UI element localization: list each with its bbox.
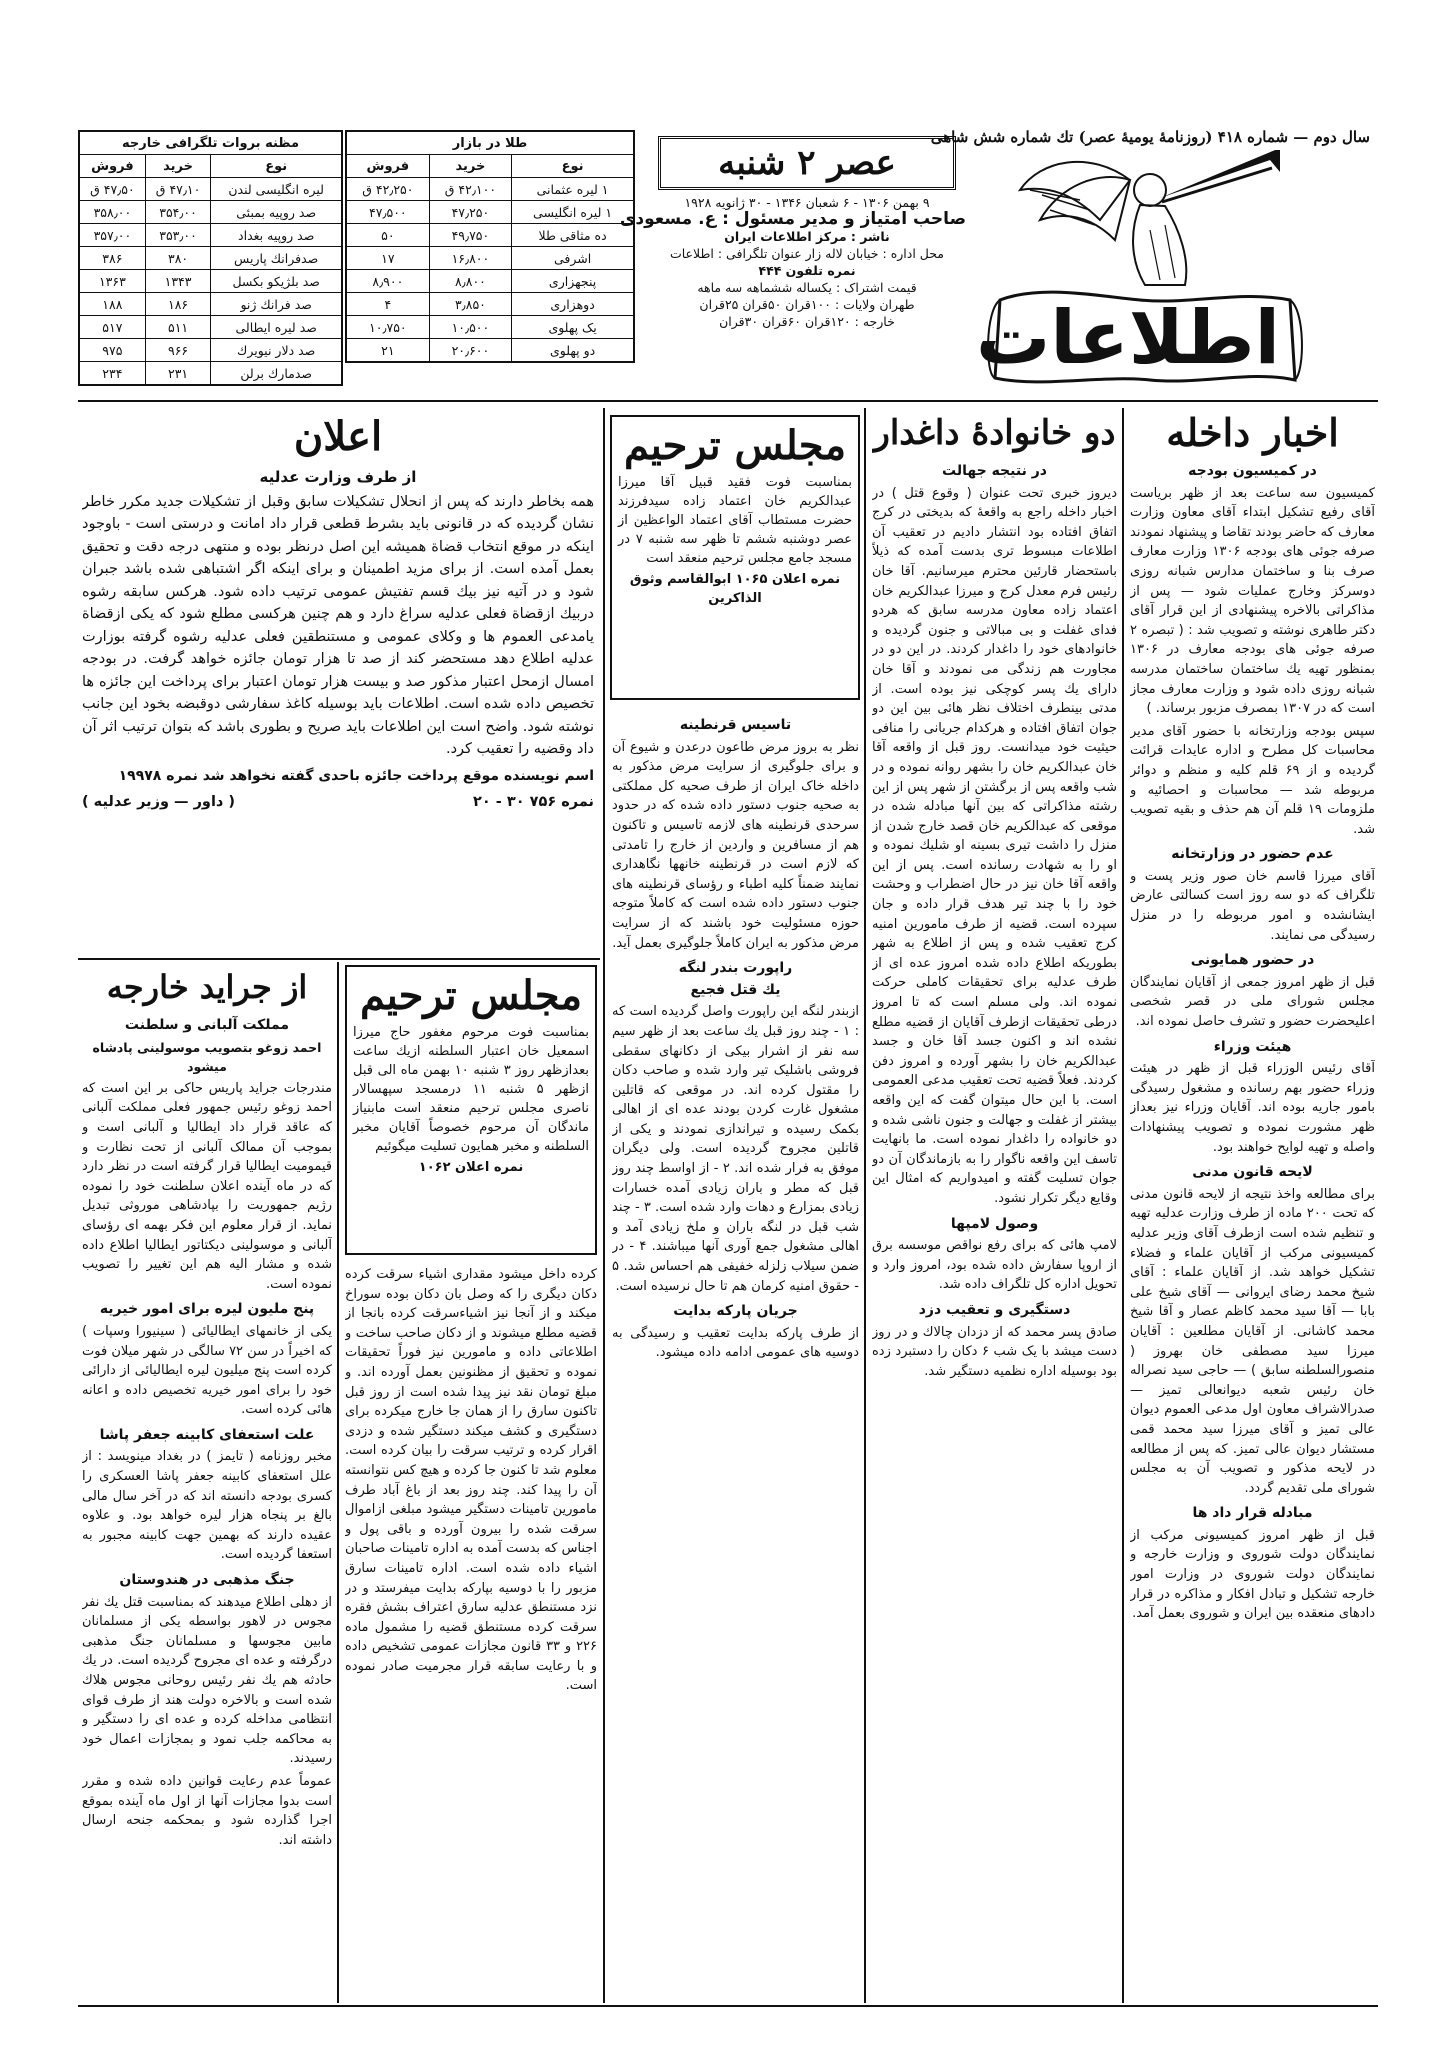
india-conflict-text: از دهلی اطلاع میدهند که بمناسبت قتل یك نفر مجوس در لاهور بواسطه یکی از مسلمانان مابین مجوسها و مسلمانان جنگ مذهبی درگرفته و عده ای مجروح گردیده است. در یك حادثه هم یك نفر رئیس روحانی مجوس هلاك شده است و بالاخره دولت هند از طرف قوای انتظامی مداخله کرده و عده ای را دستگیر و به محاکمه جلب نمود و بمجازات اعمال خود رسیدند.: [82, 1594, 332, 1767]
column-rule: [603, 408, 605, 2003]
column-rule: [864, 408, 866, 2003]
fx-table-cell: ۹۶۶: [145, 339, 211, 362]
gold-table-row: [346, 293, 634, 316]
ministry-absence-text: آقای میرزا قاسم خان صور وزیر پست و تلگراف که دو سه روز است کسالتی عارض ایشانشده و امور مربوطه را در منزل رسیدگی می نمایند.: [1130, 868, 1375, 943]
memorial-notice-1: [610, 415, 860, 700]
gold-table-cell: ۸٫۹۰۰: [346, 270, 429, 293]
fx-table-cell: ۱۸۸: [79, 293, 145, 316]
fx-table-row: [79, 270, 342, 293]
announcement-signatory: ( داور — وزیر عدلیه ): [82, 794, 236, 810]
publisher-line: ناشر : مرکز اطلاعات ایران: [724, 229, 890, 244]
page-bottom-rule: [78, 2005, 1378, 2007]
gold-table-cell: دو پهلوی: [512, 339, 634, 363]
two-families-text: دیروز خبری تحت عنوان ( وقوع قتل ) در اخبار داخله راجع به واقعهٔ که بدیختی در کرج اتفاق افتاده بود انتشار دادیم در تعقیب آن اطلاعات مبسوط تری بدست آمده که ذیلاً باستحضار قارئین محترم میرسانیم. آقا خان رئیس فرم معدل کرج و میرزا عبدالکریم خان اعتماد زاده معاون مدرسه سابق که هردو فدای غفلت و بی مبالاتی و جنون گردیده و خانوادهای خود را داغدار کردند. در این دو در مجاورت هم زندگی می نمودند و آقا خان دارای یك پسر کوچکی نیز بوده است. از مدتی بینطرف اختلاف نظر هائی بین این دو جوان اتفاق افتاده و هرکدام جریانی را منافی حیثیت خود میدانست. روز قبل از واقعه آقا خان عبدالکریم خان را بشهر روانه نموده و در شب واقعه پس از برگشتن از شهر پس از این رشته مذاکراتی که بین آنها مبادله شده در موقعی که عبدالکریم خان قصد خارج شدن از منزل را داشت تیری بسینه او شلیك نموده و او را به شهادت رسانده است. پس از این واقعه آقا خان نیز در حال اضطراب و وحشت خود را با چند تیر هدف قرار داده و جان سپرده است. قضیه از طرف مامورین امنیه کرج تعقیب شده و پس از اطلاع به شهر بطوریکه اطلاع داده شده امروز عده ای از طرف عدلیه برای تحقیقات کاملی حرکت نموده اند. ولی مسلم است که تا امروز درطی تحقیقات ازطرف آقایان از قضیه مطلع نشده اند و اکنون جسد آقا خان و جسد عبدالکریم خان را بشهر آورده و امروز دفن کردند. فعلاً قضیه تحت تعقیب مدعی العمومی است. با این حال میتوان گفت که این واقعه بیشتر از غفلت و جهالت و جنون ناشی شده و دو خانواده را داغدار نموده است. ما بانهایت تاسف این واقعه ناگوار را به بازماندگان آن دو جوان تسلیت گفته و امیدواریم که امثال این وقایع دیگر تکرار نشود.: [872, 485, 1117, 1206]
albania-subtitle: احمد زوغو بتصویب موسولینی پادشاه میشود: [92, 1039, 322, 1075]
gold-table-cell: ۱۷: [346, 247, 429, 270]
closing-text: عموماً عدم رعایت قوانین داده شده و مقرر است بدوا مجازات آنها از اول ماه آینده بموقع اجرا گذارده شود و بمحکمه جنحه ارسال داشته اند.: [82, 1773, 332, 1848]
gold-table-cell: ۵۰: [346, 224, 429, 247]
gold-table-cell: ۴۷٫۵۰۰: [346, 201, 429, 224]
foreign-press-headline: از جراید خارجه: [106, 968, 308, 1006]
fx-table-row: [79, 362, 342, 386]
gold-header-sell: فروش: [346, 155, 429, 178]
fx-table-cell: صد لیره ایطالی: [211, 316, 342, 339]
column-rule: [337, 962, 339, 2003]
fx-table-cell: ۹۷۵: [79, 339, 145, 362]
royal-audience-text: قبل از ظهر امروز جمعی از آقایان نمایندگان مجلس شورای ملی در قصر شخصی اعلیحضرت حضور و تشرف حاصل نموده اند.: [1130, 974, 1375, 1030]
gold-table-cell: اشرفی: [512, 247, 634, 270]
fx-price-table: [78, 130, 343, 386]
gold-table-cell: ۱ لیره انگلیسی: [512, 201, 634, 224]
fx-header-buy: خرید: [145, 155, 211, 178]
fx-table-cell: صد فرانك ژنو: [211, 293, 342, 316]
charity-title: پنج ملیون لیره برای امور خیریه: [99, 1301, 315, 1318]
gold-table-row: [346, 247, 634, 270]
fx-table-cell: ۲۳۴: [79, 362, 145, 386]
date-line: ۹ بهمن ۱۳۰۶ - ۶ شعبان ۱۳۴۶ - ۳۰ ژانویه ۱۹۲۸: [684, 195, 930, 210]
memorial-2-title: مجلس ترحیم: [359, 972, 583, 1019]
announcement-text: همه بخاطر دارند که پس از انحلال تشکیلات سابق وقبل از تشکیلات جدید مکرر خاطر نشان گردیده که در قانونی باید بشرط قطعی قرار داد امانت و درستی است - باوجود اینکه در موقع انتخاب قضاة همیشه این اصل درنظر بوده و منتهی درجه دقت و تحقیق بعمل آمده است. از برای مزید اطمینان و برای اینکه اگر اشتباهی شده باشد جبران شود و در آتیه نیز بیك قسم تفتیش عمومی ترتیب داده شود. هرکس سابقه رشوه دربیك ازقضاة فعلی عدلیه سراغ دارد و هم چنین هرکسی مطلع شود که یکی ازقضاة یامدعی العموم ها و وکلای عمومی و مستنطقین فعلی عدلیه رشوه گرفته بوزارت عدلیه اطلاع دهد مستحضر کند از صد تا هزار تومان جائزه خواهد گرفت. در بودجه امسال ازمحل اعتبار مذکور صد و بیست هزار تومان اعتبار برای پرداخت این جائزه ها تخصیص داده شده است. اطلاعات باید بوسیله کاغذ سفارشی دوقبضه بخود این جانب نوشته شود. واضح است این اطلاعات باید صریح و بطوری باشد که بتوان ترتیب اثر آن داد وقضیه را تعقیب کرد.: [82, 493, 594, 757]
fx-table-cell: ۳۸۰: [145, 247, 211, 270]
gold-table-cell: ۴۷٫۲۵۰: [429, 201, 511, 224]
column-theft-story: [345, 1265, 597, 2005]
fx-header-sell: فروش: [79, 155, 145, 178]
albania-title: مملکت آلبانی و سلطنت: [124, 1017, 290, 1033]
fx-table-row: [79, 201, 342, 224]
address-line: محل اداره : خیابان لاله زار عنوان تلگرافی : اطلاعات: [669, 246, 944, 261]
fx-table-cell: صد روپیه بغداد: [211, 224, 342, 247]
gold-table-row: [346, 339, 634, 363]
treaty-exchange-title: مبادله قرار داد ها: [1192, 1505, 1313, 1522]
court-proceedings-title: جریان پارکه بدایت: [673, 1303, 798, 1320]
fx-table-cell: ۲۳۱: [145, 362, 211, 386]
fx-table-cell: ۵۱۱: [145, 316, 211, 339]
gold-table-row: [346, 224, 634, 247]
iraq-cabinet-text: مخبر روزنامه ( تایمز ) در بغداد مینویسد : از علل استعفای کابینه جعفر پاشا العسکری را کسری بودجه دانسته اند که در آخر سال مالی بالغ بر پنجاه هزار لیره خواهد بود. و علاوه عقیده دارند که بهمین جهت کابینه مجبور به استعفا گردیده است.: [82, 1449, 332, 1563]
gold-table-row: [346, 201, 634, 224]
gold-table-cell: ۴۲٫۱۰۰ ق: [429, 178, 511, 201]
newspaper-title-logo: اطلاعات: [976, 295, 1280, 381]
fx-table-cell: ۳۵۷٫۰۰: [79, 224, 145, 247]
fx-table-cell: صدمارك برلن: [211, 362, 342, 386]
lengeh-report-title: راپورت بندر لنگه: [678, 960, 793, 977]
memorial-1-footer: نمره اعلان ۱۰۶۵ ابوالقاسم وثوق الذاکرین: [629, 572, 841, 606]
memorial-2-footer: نمره اعلان ۱۰۶۲: [418, 1160, 524, 1175]
masthead-divider: [78, 400, 1378, 402]
fx-table-cell: ۳۵۸٫۰۰: [79, 201, 145, 224]
fx-table-row: [79, 339, 342, 362]
gold-table-cell: ۱۶٫۸۰۰: [429, 247, 511, 270]
gold-table-body: [346, 178, 634, 363]
fx-table-row: [79, 316, 342, 339]
fx-table-cell: ۳۵۳٫۰۰: [145, 224, 211, 247]
memorial-2-text: بمناسبت فوت مرحوم مغفور حاج میرزا اسمعیل خان اعتبار السلطنه ازیك ساعت بعدازظهر روز ۳ شنبه ۱۰ بهمن ماه الی قبل ازظهر ۵ شنبه ۱۱ درمسجد سپهسالار ناصری مجلس ترحیم منعقد است مابنیاز ماندگان آن مرحوم خصوصاً آقایان مخبر السلطنه و مخبر همایون تسلیت میگوئیم: [353, 1025, 589, 1154]
albania-text: مندرجات جراید پاریس حاکی بر این است که احمد زوغو رئیس جمهور فعلی مملکت آلبانی که عاقد قرار داد ایطالیا و آلبانی است و بموجب آن ممالک آلبانی از تحت نظارت و قیمومیت ایطالیا قرار گرفته است در نظر دارد که در ماه آینده اعلان سلطنت خود را نموده رژیم جمهوریت را بپادشاهی موروثی تبدیل نماید. از قرار معلوم این فکر بهمه ای رؤسای آلبانی و موسولینی دیکتاتور ایطالیا اطلاع داده شده و مشار الیه هم این تغییر را تصویب نموده است.: [82, 1080, 332, 1292]
column-domestic-news: [1130, 408, 1375, 2003]
two-families-subtitle: در نتیجه جهالت: [942, 463, 1047, 479]
issue-line: سال دوم — شماره ۴۱۸ (روزنامهٔ یومیهٔ عصر) تك شماره شش شاهی: [930, 128, 1370, 146]
subscription-tehran: طهران ولایات : ۱۰۰قران ۵۰قران ۲۵قران: [699, 297, 915, 312]
subscription-title: قیمت اشتراک : یکساله ششماهه سه ماهه: [697, 280, 917, 295]
gold-table-cell: ۲۱: [346, 339, 429, 363]
fx-table-cell: لیره انگلیسی لندن: [211, 178, 342, 201]
owner-line: صاحب امتیاز و مدیر مسئول : ع. مسعودی: [619, 209, 966, 229]
fx-table-cell: صدفرانك پاریس: [211, 247, 342, 270]
fx-table-cell: صد بلژیکو بکسل: [211, 270, 342, 293]
fx-table-row: [79, 224, 342, 247]
day-title: عصر ۲ شنبه: [658, 136, 956, 190]
lamps-title: وصول لامپها: [950, 1215, 1039, 1232]
fx-table-title: مظنه بروات تلگرافی خارجه: [79, 131, 342, 155]
lamps-text: لامپ هائی که برای رفع نواقص موسسه برق از اروپا سفارش داده شده بود، امروز وارد و تحویل اداره کل تلگراف داده شد.: [872, 1238, 1117, 1293]
quarantine-text: نظر به بروز مرض طاعون درعدن و شیوع آن و برای جلوگیری از سرایت مرض مذکور به داخله خاک ایران از طرف صحیه کل مملکتی به صحیه جنوب دستور داده شده که در حدود سرحدی قرنطینه های لازمه تاسیس و تاکنون هم از مسافرین و واردین از خارج را تامدتی که لازم است در قرنطینه خانهها نگاهداری نمایند ضمناً کلیه اطباء و رؤسای قرنطینه های جنوب دستور داده شده است که کاملاً متوجه حوزه مسئولیت خود باشند که از سرایت مرض مذکور به ایران کاملاً جلوگیری بعمل آید.: [612, 739, 859, 951]
gold-table-cell: ۴: [346, 293, 429, 316]
memorial-1-title: مجلس ترحیم: [623, 422, 847, 469]
fx-table-row: [79, 178, 342, 201]
gold-price-table: [345, 130, 635, 363]
gold-table-row: [346, 270, 634, 293]
masthead-info: [619, 130, 966, 390]
royal-audience-title: در حضور همایونی: [1190, 952, 1315, 969]
thief-arrest-title: دستگیری و تعقیب دزد: [918, 1301, 1071, 1318]
gold-table-cell: ۱ لیره عثمانی: [512, 178, 634, 201]
budget-commission-text: کمیسیون سه ساعت بعد از ظهر بریاست آقای رفیع تشکیل ابتداء آقای معاون وزارت معارف که حاضر بودند تقاضا و پیشنهاد نمودند صرفه جوئی های بودجه ۱۳۰۶ وزارت معارف صرف بنا و ساختمان مدارس شبانه روزی دوسرکز وخارج عملیات شود — پس از مذاکراتی بالاخره پیشنهادی از این قرار آقای دکتر طاهری نوشته و تصویب شد : ( تبصره ۲ صرفه جوئی های بودجه معارف در ۱۳۰۶ بمنظور تهیه یك ساختمان ساختمان مدرسه شبانه روزی داده شود و وزارت معارف مجاز است که در ۱۳۰۷ بمصرف مزبور برساند. ): [1130, 485, 1375, 717]
gold-table-cell: ۴۹٫۷۵۰: [429, 224, 511, 247]
treaty-exchange-text: قبل از ظهر امروز کمیسیونی مرکب از نمایندگان دولت شوروی و وزارت خارجه و نمایندگان دولت شوروی در وزارت امور خارجه تشکیل و تبادل افکار و مذاکره در قرار دادهای منعقده بین ایران و شوروی بعمل آمد.: [1130, 1527, 1375, 1622]
budget-commission-title: در کمیسیون بودجه: [1188, 463, 1317, 479]
two-families-headline: دو خانوادهٔ داغدار: [873, 413, 1116, 453]
gold-table-cell: دوهزاری: [512, 293, 634, 316]
gold-table-cell: پنجهزاری: [512, 270, 634, 293]
iraq-cabinet-title: علت استعفای کابینه جعفر پاشا: [99, 1426, 315, 1443]
announcement-reference: نمره ۷۵۶ ۳۰ - ۲۰: [473, 794, 594, 810]
fx-table-cell: ۳۵۴٫۰۰: [145, 201, 211, 224]
fx-table-cell: صد روپیه بمبئی: [211, 201, 342, 224]
fx-price-box: [78, 130, 343, 386]
gold-table-cell: یک پهلوی: [512, 316, 634, 339]
gold-table-cell: ۴۲٫۲۵۰ ق: [346, 178, 429, 201]
masthead-logo: [976, 150, 1310, 400]
budget-commission-text-2: سپس بودجه وزارتخانه با حضور آقای مدیر محاسبات کل مطرح و اداره عایدات قرائت گردیده و از ۶۹ قلم کلیه و منظم و دوائر مربوطه شد — محاسبات و احصائیه و ملزومات ۱۹ قلم آن هم حذف و بقیه تصویب شد.: [1130, 723, 1375, 837]
fx-table-cell: ۳۸۶: [79, 247, 145, 270]
lengeh-report-subtitle: یك قتل فجیع: [690, 981, 781, 998]
gold-table-cell: ۲۰٫۶۰۰: [429, 339, 511, 363]
fx-table-cell: ۵۱۷: [79, 316, 145, 339]
cabinet-title: هیئت وزراء: [1213, 1038, 1292, 1055]
gold-price-box: [345, 130, 635, 363]
domestic-news-headline: اخبار داخله: [1166, 410, 1339, 455]
quarantine-title: تاسیس قرنطینه: [679, 717, 792, 733]
column-rule: [1122, 408, 1124, 2003]
gold-table-cell: ۳٫۸۵۰: [429, 293, 511, 316]
fx-table-cell: ۴۷٫۵۰ ق: [79, 178, 145, 201]
fx-table-body: [79, 178, 342, 386]
gold-table-cell: ۱۰٫۷۵۰: [346, 316, 429, 339]
gold-table-cell: ۸٫۸۰۰: [429, 270, 511, 293]
column-foreign-press: [82, 962, 332, 2005]
fx-table-cell: صد دلار نیویرك: [211, 339, 342, 362]
phone-line: نمره تلفون ۴۴۴: [758, 263, 856, 278]
announcement-signature: اسم نویسنده موقع پرداخت جائزه باحدی گفته نخواهد شد نمره ۱۹۹۷۸: [118, 767, 594, 784]
announcement-footer: [82, 791, 594, 814]
cabinet-text: آقای رئیس الوزراء قبل از ظهر در هیئت وزراء حضور بهم رسانده و مشغول رسیدگی بامور جاریه بوده اند. آقایان وزراء نیز بعداز ظهر مشورت نموده و تصویب پیشنهادات واصله و تهیه لوایح خواهند بود.: [1130, 1061, 1375, 1155]
fx-table-row: [79, 293, 342, 316]
gold-table-row: [346, 178, 634, 201]
gold-header-buy: خرید: [429, 155, 511, 178]
fx-table-cell: ۱۳۶۳: [79, 270, 145, 293]
gold-header-type: نوع: [512, 155, 634, 178]
memorial-notice-2: [345, 965, 597, 1255]
gold-table-row: [346, 316, 634, 339]
lengeh-report-text: ازبندر لنگه این راپورت واصل گردیده است که : ۱ - چند روز قبل یك ساعت بعد از ظهر سیم سه نفر از اشرار بیکی از دکانهای سقطی فروشی باشلیک تیر وارد شده و صاحب دکان را مقتول کرده اند. در موقعی که قاتلین مشغول غارت کردن بودند عده ای از اهالی بکمک رسیده و تیراندازی نمودند و یکی از قاتلین مجروح گردیده است. ولی دیگران موفق به فرار شده اند. ۲ - از اواسط چند روز قبل که مطر و باران زیادی آمده خسارات زیادی بمزارع و دهات وارد شده است. ۳ - چند شب قبل در لنگه باران و ملخ زیادی آمد و اهالی مشغول جمع آوری آنها میباشند. ۴ - در ضمن سیلاب زلزله خفیفی هم احساس شد. ۵ - حقوق امنیه کرمان هم تا حال نرسیده است.: [612, 1004, 859, 1294]
court-proceedings-text: از طرف پارکه بدایت تعقیب و رسیدگی به دوسیه های عمومی ادامه داده میشود.: [612, 1325, 859, 1361]
announcement-title: اعلان: [293, 413, 383, 460]
civil-law-title: لایحه قانون مدنی: [1192, 1164, 1313, 1181]
india-conflict-title: جنگ مذهبی در هندوستان: [119, 1572, 295, 1589]
fx-table-row: [79, 247, 342, 270]
subscription-abroad: خارجه : ۱۲۰قران ۶۰قران ۳۰قران: [719, 314, 895, 329]
memorial-1-text: بمناسبت فوت فقید قبیل آقا میرزا عبدالکریم خان اعتماد زاده سیدفرزند حضرت مستطاب آقای اعتماد الواعظین از عصر دوشنبه ششم تا ظهر سه شنبه ۷ در مسجد جامع مجلس ترحیم منعقد است: [618, 475, 852, 566]
fx-table-cell: ۴۷٫۱۰ ق: [145, 178, 211, 201]
thief-arrest-text: صادق پسر محمد که از دزدان چالاك و در روز دست میشد با یک شب ۶ دکان را دستبرد زده بود بوسیله اداره نظمیه دستگیر شد.: [872, 1324, 1117, 1379]
fx-table-cell: ۱۸۶: [145, 293, 211, 316]
fx-header-type: نوع: [211, 155, 342, 178]
column-two-families: [872, 408, 1117, 2003]
gold-table-title: طلا در بازار: [346, 131, 634, 155]
ministry-absence-title: عدم حضور در وزارتخانه: [1171, 846, 1334, 863]
charity-text: یکی از خانمهای ایطالیائی ( سینیورا وسپات ) که اخیراً در سن ۷۲ سالگی در شهر میلان فوت کرده است پنج میلیون لیره ایطالیائی از دارائی خود را برای امور خیریه تخصیص داده و اعانه هائی کرده است.: [82, 1323, 332, 1418]
justice-ministry-announcement: [82, 412, 594, 952]
civil-law-text: برای مطالعه واخذ نتیجه از لایحه قانون مدنی که تحت ۲۰۰ ماده از طرف وزارت عدلیه تهیه و تنظیم شده است ازطرف آقای وزیر عدلیه کمیسیونی مرکب از آقایان علماء و فضلاء تشکیل خواهد شد. از آقایان علماء : آقای شیخ محمد رضای ایروانی — آقای شیخ علی بابا — آقا سید محمد کاظم عصار و آقا شیخ محمد کاشانی. از آقایان مطلعین : آقایان میرزا سید مصطفی خان بهروز ( منصورالسلطنه سابق ) — حاجی سید نصراله خان رئیس شعبه دیوانعالی تمیز — صدرالاشراف معاون اول مدعی العموم دیوان عالی تمیز و آقای میرزا سید محمد قمی مستشار دیوان عالی تمیز. که پس از مطالعه در لایحه مذکور و تصویب آن به مجلس شورای ملی تقدیم گردد.: [1130, 1186, 1375, 1496]
announcement-subtitle: از طرف وزارت عدلیه: [259, 468, 417, 486]
theft-story-text: کرده داخل میشود مقداری اشیاء سرقت کرده دکان دیگری را که وصل بان دکان بوده سوراخ میکند و از آنجا نیز اشیاءسرقت کرده بانجا از قضیه مطلع میشوند و از دکان صاحب ساخت و اطلاعاتی داده و مامورین نیز فوراً تحقیقات نموده و تحقیق از مظنونین بعمل آورده اند. و مبلغ تومان نقد نیز پیدا شده است از روز قبل تاکنون سارق را از همان جا خارج میکرده برای دستگیری و کشف میکند دستگیر شده و دزدی اقرار کرده و ترتیب سرقت را بیان کرده است. معلوم شد تا کنون جا کرده و هیچ کس نتوانسته آن را پیدا کند. چند روز بعد از باغ آباد طرف مامورین تامینات دستگیر میشود مبلغی ازاموال سرقت شده را بیرون آورده و باقی پول و اجناس که بدست آمده به اداره تامینات صاحبان اشیاء داده شده است. اداره تامینات سارق مزبور را با دوسیه بپارکه بدایت میفرستد و در نزد مستنطق عدلیه سارق اعتراف بشش فقره سرقت کرده مستنطق قضیه را مشمول ماده ۲۲۶ و ۳۳ قانون مجازات عمومی تشخیص داده و با رعایت سابقه قرار مجرمیت صادر نموده است.: [345, 1267, 597, 1694]
fx-table-cell: ۱۳۴۳: [145, 270, 211, 293]
gold-table-cell: ده مثاقی طلا: [512, 224, 634, 247]
gold-table-cell: ۱۰٫۵۰۰: [429, 316, 511, 339]
announcement-divider: [78, 958, 600, 960]
column-quarantine: [612, 710, 859, 2005]
